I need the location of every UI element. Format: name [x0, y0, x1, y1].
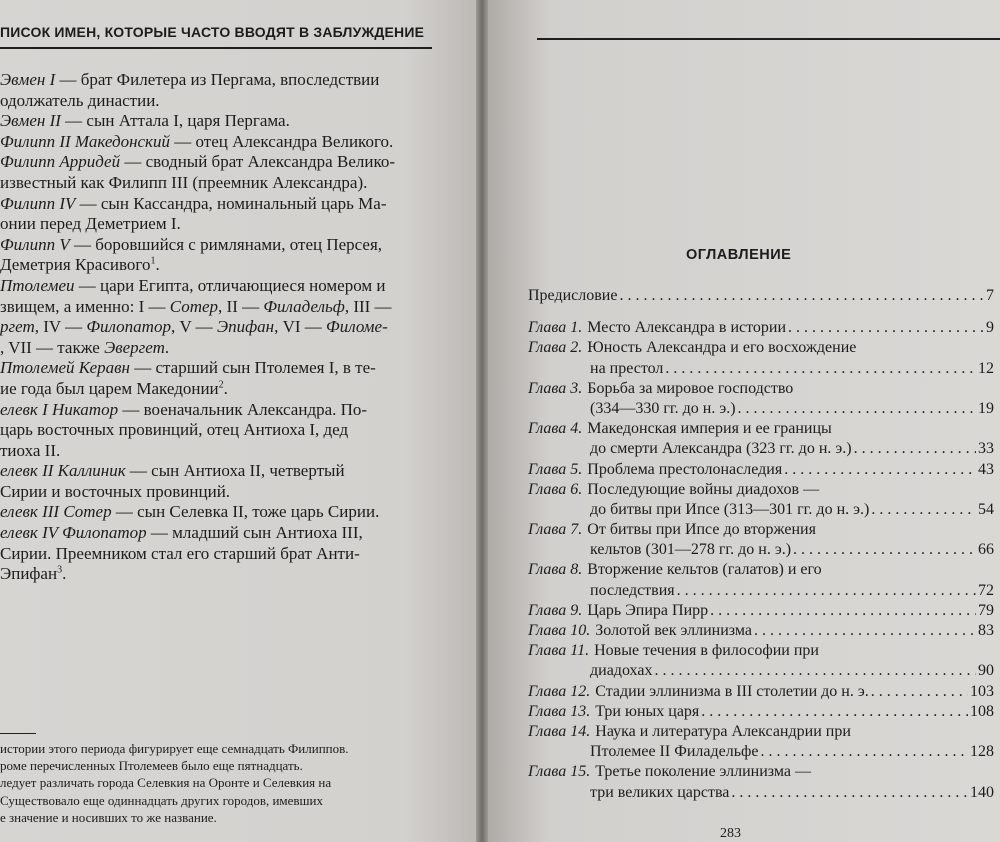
chapter-title: Юность Александра и его восхождение	[587, 339, 857, 357]
toc-page-number: 79	[978, 601, 994, 619]
text-line	[0, 400, 432, 421]
toc-page-number: 103	[970, 682, 994, 700]
line-text: — цари Египта, отличающиеся номером и	[74, 275, 386, 295]
toc-page-number: 54	[978, 500, 994, 518]
line-text: — боровшийся с римлянами, отец Персея,	[69, 234, 383, 254]
line-text: — сводный брат Александра Велико-	[120, 152, 395, 172]
toc-entry	[528, 338, 994, 358]
text-line	[0, 564, 432, 585]
running-head: ПИСОК ИМЕН, КОТОРЫЕ ЧАСТО ВВОДЯТ В ЗАБЛУЖДЕНИЕ	[0, 24, 425, 40]
left-page	[0, 0, 476, 842]
name-term: Филадельф	[263, 296, 345, 316]
toc-entry	[528, 540, 994, 560]
line-text: — сын Кассандра, номинальный царь Ма-	[75, 193, 387, 213]
chapter-title: (334—330 гг. до н. э.)	[590, 399, 736, 417]
dot-leader	[788, 318, 984, 338]
toc-label	[590, 783, 729, 803]
name-term: елевк IV Филопатор	[0, 523, 147, 543]
chapter-title: Место Александра в истории	[587, 319, 787, 337]
dot-leader	[731, 783, 968, 803]
chapter-title: Наука и литература Александрии при	[595, 722, 851, 740]
name-term: елевк I Никатор	[0, 399, 119, 419]
toc-entry	[528, 399, 994, 419]
line-text: — брат Филетера из Пергама, впоследствии	[55, 70, 380, 89]
footnote-line: роме перечисленных Птолемеев было еще пятнадцать.	[0, 758, 303, 774]
name-term: Птолемей Керавн	[0, 358, 130, 378]
toc-label	[590, 359, 663, 379]
toc-label	[590, 439, 852, 459]
chapter-number: Глава 15.	[528, 763, 591, 781]
chapter-title: Проблема престолонаследия	[587, 460, 783, 478]
toc-label	[590, 540, 791, 560]
line-text: , VI —	[274, 317, 327, 337]
name-list	[0, 70, 432, 585]
text-line	[0, 502, 432, 523]
toc-entry	[528, 460, 994, 480]
line-text: , IV —	[34, 317, 87, 337]
toc-entry	[528, 682, 994, 702]
dot-leader	[677, 581, 976, 601]
name-term: Птолемеи	[0, 275, 75, 295]
toc-label	[528, 641, 819, 661]
line-text: .	[164, 337, 170, 357]
chapter-title: на престол	[590, 359, 664, 377]
toc-entry	[528, 641, 994, 661]
text-line	[0, 297, 432, 318]
toc-page-number: 90	[978, 662, 994, 680]
header-rule	[0, 47, 432, 49]
chapter-title: Третье поколение эллинизма —	[595, 763, 811, 781]
chapter-number: Глава 7.	[528, 521, 583, 539]
dot-leader	[871, 500, 976, 520]
text-line	[0, 173, 432, 194]
chapter-title: Птолемее II Филадельфе	[590, 743, 759, 761]
toc-label	[528, 621, 752, 641]
text-line	[0, 420, 432, 441]
dot-leader	[793, 540, 976, 560]
toc-entry	[528, 661, 994, 681]
page-number: 283	[720, 826, 741, 841]
line-text: — сын Селевка II, тоже царь Сирии.	[111, 502, 380, 522]
chapter-title: Македонская империя и ее границы	[587, 420, 832, 438]
toc-label	[528, 379, 793, 399]
dot-leader	[784, 460, 976, 480]
footnote-ref: 2	[218, 379, 224, 391]
line-text: Деметрия Красивого	[0, 255, 151, 275]
toc-entry	[528, 286, 994, 306]
dot-leader	[619, 286, 984, 306]
toc-label	[528, 460, 782, 480]
line-text: Эпифан	[0, 564, 58, 584]
toc-entry	[528, 439, 994, 459]
toc-page-number: 7	[986, 287, 994, 304]
text-line	[0, 194, 432, 215]
name-term: Сотер	[169, 296, 219, 316]
toc-label	[590, 581, 675, 601]
toc-label	[528, 419, 832, 439]
chapter-title: три великих царства	[590, 783, 730, 801]
toc-page-number: 33	[978, 440, 994, 458]
text-line	[0, 523, 432, 544]
toc-label	[528, 338, 856, 358]
text-line	[0, 338, 432, 359]
line-text: ие года был царем Македонии	[0, 378, 219, 398]
line-text: царь восточных провинций, отец Антиоха I, дед	[0, 420, 349, 440]
toc-label	[528, 762, 811, 782]
line-text: одолжатель династии.	[0, 90, 160, 110]
toc-entry	[528, 419, 994, 439]
dot-leader	[754, 621, 976, 641]
toc-page-number: 43	[978, 460, 994, 478]
toc-label	[528, 682, 869, 702]
chapter-number: Глава 2.	[528, 339, 583, 357]
toc-label	[528, 702, 699, 722]
name-term: Эвергет	[104, 337, 165, 357]
toc-label	[590, 500, 869, 520]
toc-label	[528, 520, 816, 540]
chapter-title: до смерти Александра (323 гг. до н. э.)	[590, 440, 852, 458]
toc-entry	[528, 560, 994, 580]
chapter-number: Глава 8.	[528, 561, 583, 579]
chapter-number: Глава 13.	[528, 702, 591, 720]
dot-leader	[760, 742, 968, 762]
toc-page-number: 83	[978, 622, 994, 639]
toc-page-number: 72	[978, 581, 994, 599]
toc-entry	[528, 379, 994, 399]
toc-spacer	[528, 306, 994, 318]
line-text: онии перед Деметрием I.	[0, 214, 181, 234]
text-line	[0, 91, 432, 112]
text-line	[0, 379, 432, 400]
chapter-title: последствия	[590, 581, 675, 599]
text-line	[0, 152, 432, 173]
toc-entry	[528, 762, 994, 782]
line-text: известный как Филипп III (преемник Александра).	[0, 172, 368, 192]
toc-entry	[528, 742, 994, 762]
chapter-number: Глава 6.	[528, 480, 583, 498]
line-text: , V —	[170, 317, 217, 337]
toc-page-number: 66	[978, 541, 994, 559]
chapter-number: Глава 5.	[528, 460, 583, 478]
line-text: звищем, а именно: I —	[0, 296, 170, 316]
toc-entry	[528, 318, 994, 338]
name-term: Эвмен II	[0, 111, 61, 131]
line-text: тиоха II.	[0, 440, 61, 460]
text-line	[0, 544, 432, 565]
chapter-number: Глава 9.	[528, 601, 583, 619]
chapter-title: Борьба за мировое господство	[587, 379, 794, 397]
text-line	[0, 461, 432, 482]
header-rule	[537, 38, 1000, 40]
toc-entry	[528, 581, 994, 601]
name-term: Эвмен I	[0, 70, 56, 89]
toc-page-number: 19	[978, 399, 994, 417]
text-line	[0, 235, 432, 256]
chapter-number: Глава 14.	[528, 722, 591, 740]
footnote-ref: 3	[57, 564, 63, 576]
toc-page-number: 140	[970, 783, 994, 801]
name-term: Эпифан	[216, 317, 275, 337]
toc-label	[528, 286, 617, 306]
line-text: — сын Антиоха II, четвертый	[125, 461, 345, 481]
line-text: Сирии. Преемником стал его старший брат Анти-	[0, 543, 360, 563]
line-text: — сын Аттала I, царя Пергама.	[60, 111, 290, 131]
footnote-ref: 1	[150, 255, 156, 267]
toc-label	[590, 399, 736, 419]
right-page	[488, 0, 1000, 842]
chapter-number: Глава 1.	[528, 319, 583, 337]
chapter-title: кельтов (301—278 гг. до н. э.)	[590, 541, 792, 559]
name-term: Филоме-	[326, 317, 388, 337]
line-text: .	[62, 564, 67, 584]
toc-entry	[528, 621, 994, 641]
toc-label	[590, 742, 758, 762]
footnote-rule	[0, 733, 36, 734]
toc-entry	[528, 702, 994, 722]
toc-label	[528, 722, 851, 742]
text-line	[0, 482, 432, 503]
chapter-number: Глава 10.	[528, 622, 591, 639]
line-text: , II —	[218, 296, 264, 316]
name-term: Филипп Арридей	[0, 152, 121, 172]
chapter-number: Глава 4.	[528, 420, 583, 438]
line-text: — старший сын Птолемея I, в те-	[129, 358, 376, 378]
text-line	[0, 132, 432, 153]
dot-leader	[701, 702, 968, 722]
dot-leader	[665, 359, 976, 379]
footnotes	[0, 740, 432, 826]
chapter-title: диадохах	[590, 662, 653, 680]
chapter-title: От битвы при Ипсе до вторжения	[587, 521, 816, 539]
chapter-title: Три юных царя	[595, 702, 700, 720]
toc-entry	[528, 783, 994, 803]
toc-entry	[528, 520, 994, 540]
name-term: ргет	[0, 317, 35, 337]
name-term: елевк II Каллиник	[0, 461, 126, 481]
toc-label	[528, 480, 819, 500]
toc-page-number: 12	[978, 359, 994, 377]
text-line	[0, 255, 432, 276]
name-term: елевк III Сотер	[0, 502, 112, 522]
line-text: — отец Александра Великого.	[170, 131, 394, 151]
chapter-title: до битвы при Ипсе (313—301 гг. до н. э.)	[590, 500, 870, 518]
chapter-title: Стадии эллинизма в III столетии до н. э.	[595, 682, 869, 700]
footnote-line: е значение и носивших то же название.	[0, 809, 217, 825]
text-line	[0, 358, 432, 379]
chapter-title: Последующие войны диадохов —	[587, 480, 820, 498]
toc-page-number: 108	[970, 702, 994, 720]
line-text: , VII — также	[0, 337, 105, 357]
line-text: — младший сын Антиоха III,	[146, 523, 363, 543]
toc-page-number: 9	[986, 319, 994, 337]
toc-label	[528, 560, 822, 580]
chapter-number: Глава 3.	[528, 379, 583, 397]
line-text: .	[155, 255, 160, 275]
toc-entry	[528, 480, 994, 500]
dot-leader	[654, 661, 976, 681]
toc-page-number: 128	[970, 743, 994, 761]
toc-label	[528, 601, 708, 621]
dot-leader	[854, 439, 976, 459]
text-line	[0, 317, 432, 338]
text-line	[0, 214, 432, 235]
footnote-line: Существовало еще одиннадцать других городов, имевших	[0, 792, 324, 808]
toc-entry	[528, 722, 994, 742]
line-text: — военачальник Александра. По-	[118, 399, 368, 419]
toc-label	[590, 661, 652, 681]
chapter-number: Глава 11.	[528, 642, 590, 660]
text-line	[0, 111, 432, 132]
text-line	[0, 70, 432, 91]
dot-leader	[738, 399, 976, 419]
dot-leader	[871, 682, 968, 702]
name-term: Филопатор	[86, 317, 171, 337]
table-of-contents	[528, 286, 994, 803]
dot-leader	[710, 601, 976, 621]
name-term: Филипп IV	[0, 193, 76, 213]
chapter-title: Царь Эпира Пирр	[587, 601, 709, 619]
line-text: .	[223, 378, 228, 398]
footnote-line: ледует различать города Селевкия на Оронте и Селевкия на	[0, 775, 332, 791]
chapter-title: Золотой век эллинизма	[595, 622, 752, 639]
text-line	[0, 441, 432, 462]
chapter-title: Новые течения в философии при	[594, 642, 819, 660]
book-gutter	[476, 0, 488, 842]
line-text: , III —	[344, 296, 392, 316]
chapter-number: Глава 12.	[528, 682, 591, 700]
name-term: Филипп II Македонский	[0, 131, 171, 151]
chapter-title: Предисловие	[528, 287, 618, 304]
toc-title: ОГЛАВЛЕНИЕ	[686, 247, 792, 263]
line-text: Сирии и восточных провинций.	[0, 481, 231, 501]
toc-label	[528, 318, 786, 338]
chapter-title: Вторжение кельтов (галатов) и его	[587, 561, 822, 579]
text-line	[0, 276, 432, 297]
toc-entry	[528, 601, 994, 621]
toc-entry	[528, 500, 994, 520]
name-term: Филипп V	[0, 234, 70, 254]
toc-entry	[528, 359, 994, 379]
footnote-line: истории этого периода фигурирует еще семнадцать Филиппов.	[0, 741, 349, 756]
